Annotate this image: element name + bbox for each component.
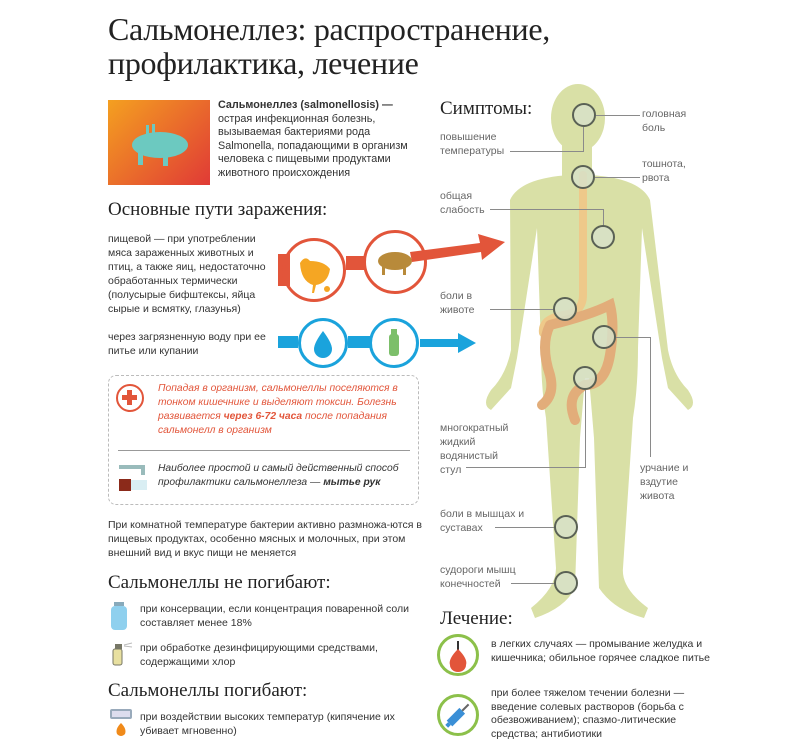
- room-temperature-text: При комнатной температуре бактерии активно размножа-ются в пищевых продуктах, особенно мясных и молочных, при этом внешний вид и вкус пищи не меняется: [108, 519, 422, 559]
- treatment-heading: Лечение:: [440, 608, 513, 629]
- symptom-marker-throat: [571, 165, 595, 189]
- routes-heading: Основные пути заражения:: [108, 199, 328, 220]
- leader-line: [583, 127, 584, 152]
- leader-line: [490, 309, 553, 310]
- water-drop-icon: [298, 318, 348, 368]
- hand-washing-icon: [117, 463, 153, 495]
- symptom-marker-chest: [591, 225, 615, 249]
- water-connector: [348, 336, 370, 348]
- symptoms-heading: Симптомы:: [440, 98, 533, 119]
- symptom-weakness: общая слабость: [440, 190, 485, 216]
- leader-line: [603, 209, 604, 226]
- leader-line: [596, 115, 640, 116]
- symptom-muscle-pain: боли в мышцах и суставах: [440, 508, 525, 534]
- handwashing-text: Наиболее простой и самый действенный способ профилактики сальмонеллеза — мытье рук: [158, 463, 399, 488]
- boiling-pot-icon: [108, 709, 134, 739]
- not-die-heading: Сальмонеллы не погибают:: [108, 572, 331, 593]
- leader-line: [650, 337, 651, 457]
- symptom-marker-knee: [554, 515, 578, 539]
- jar-icon: [110, 602, 128, 630]
- leader-line: [585, 390, 586, 467]
- bacteria-icon: [108, 100, 210, 185]
- chicken-icon: [282, 238, 346, 302]
- symptom-fever: повышение температуры: [440, 131, 505, 157]
- leader-line: [490, 209, 604, 210]
- syringe-icon: [437, 694, 479, 736]
- symptom-nausea: тошнота, рвота: [642, 158, 686, 184]
- plus-icon: [116, 384, 144, 412]
- route-food-text: пищевой — при употреблении мяса зараженных животных и птиц, а также яиц, недостаточно обработанных термически (полусырые бифштексы, яйца сырые и всмятку, глазунья): [108, 233, 266, 315]
- definition-text: острая инфекционная болезнь, вызываемая бактериями рода Salmonella, попадающими в организм человека с пищевыми продуктами животного происхождения: [218, 112, 408, 179]
- symptom-marker-head: [572, 103, 596, 127]
- leader-line: [595, 177, 640, 178]
- symptom-headache: головная боль: [642, 108, 687, 134]
- food-connector: [346, 256, 364, 270]
- symptom-abdominal-pain: боли в животе: [440, 290, 475, 316]
- treatment-item: при более тяжелом течении болезни — введение солевых растворов (борьба с обезвоживанием); спазмо-литические средства; антибиотики: [491, 687, 685, 740]
- symptom-marker-colon: [573, 366, 597, 390]
- symptom-marker-abdomen: [553, 297, 577, 321]
- definition-term: Сальмонеллез (salmonellosis) —: [218, 99, 393, 111]
- water-bar: [278, 336, 298, 348]
- not-die-item: при обработке дезинфицирующими средствами, содержащими хлор: [140, 642, 378, 668]
- die-heading: Сальмонеллы погибают:: [108, 680, 308, 701]
- symptom-marker-ankle: [554, 571, 578, 595]
- symptom-marker-intestine: [592, 325, 616, 349]
- enema-bulb-icon: [437, 634, 479, 676]
- leader-line: [510, 151, 584, 152]
- leader-line: [616, 337, 651, 338]
- page-subtitle: профилактика, лечение: [108, 45, 419, 81]
- bottle-icon: [369, 318, 419, 368]
- route-water-text: через загрязненную воду при ее питье или купании: [108, 331, 266, 357]
- symptom-bloating: урчание и вздутие живота: [640, 462, 689, 502]
- symptom-diarrhea: многократный жидкий водянистый стул: [440, 422, 509, 476]
- treatment-item: в легких случаях — промывание желудка и кишечника; обильное горячее сладкое питье: [491, 638, 710, 664]
- page-title: Сальмонеллез: распространение,: [108, 11, 550, 47]
- toxin-text: Попадая в организм, сальмонеллы поселяются в тонком кишечнике и выделяют токсин. Болезнь развивается через 6-72 часа после попадания сальмонелл в организм: [158, 383, 398, 436]
- spray-icon: [108, 641, 134, 667]
- callout-divider: [118, 450, 410, 451]
- bacteria-image: [108, 100, 210, 185]
- die-item: при воздействии высоких температур (кипячение их убивает мгновенно): [140, 711, 395, 737]
- symptom-cramps: судороги мышц конечностей: [440, 564, 516, 590]
- not-die-item: при консервации, если концентрация поваренной соли составляет менее 18%: [140, 603, 410, 629]
